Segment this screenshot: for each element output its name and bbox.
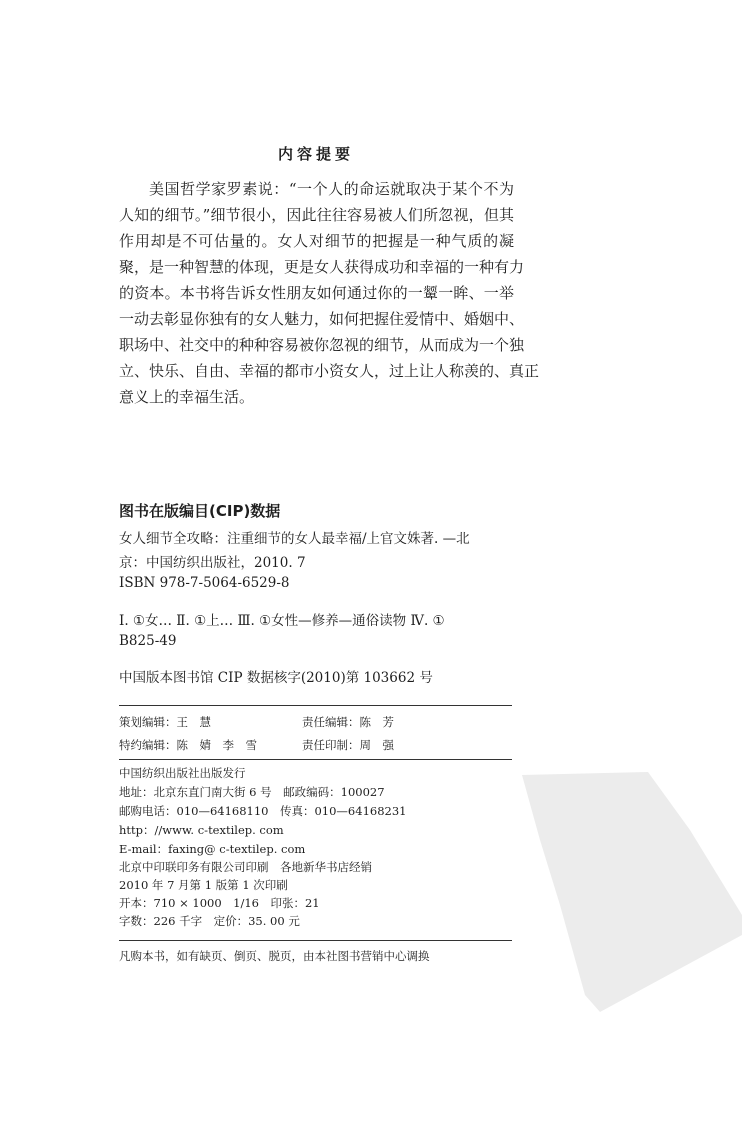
summary-line: 美国哲学家罗素说：“一个人的命运就取决于某个不为 bbox=[149, 180, 514, 198]
planning-editor: 策划编辑：王 慧 bbox=[119, 715, 211, 729]
cip-line: 女人细节全攻略：注重细节的女人最幸福/上官文姝著. —北 bbox=[119, 531, 470, 547]
notice: 凡购本书，如有缺页、倒页、脱页，由本社图书营销中心调换 bbox=[119, 949, 430, 963]
publisher-line: E-mail：faxing@ c-textilep. com bbox=[119, 842, 306, 856]
cip-class-code: B825-49 bbox=[119, 633, 177, 649]
publisher-line: 地址：北京东直门南大街 6 号 邮政编码：100027 bbox=[119, 785, 385, 799]
publisher-line: 中国纺织出版社出版发行 bbox=[119, 766, 246, 780]
cip-title: 图书在版编目(CIP)数据 bbox=[119, 502, 281, 520]
summary-line: 一动去彰显你独有的女人魅力，如何把握住爱情中、婚姻中、 bbox=[119, 310, 525, 328]
special-editor: 特约编辑：陈 婧 李 雪 bbox=[119, 738, 257, 752]
cip-classification: Ⅰ. ①女… Ⅱ. ①上… Ⅲ. ①女性—修养—通俗读物 Ⅳ. ① bbox=[119, 613, 445, 629]
cip-isbn: ISBN 978-7-5064-6529-8 bbox=[119, 575, 290, 591]
publisher-line: 开本：710 × 1000 1/16 印张：21 bbox=[119, 896, 320, 910]
summary-line: 立、快乐、自由、幸福的都市小资女人，过上让人称羡的、真正 bbox=[119, 362, 540, 380]
summary-line: 人知的细节。”细节很小，因此往往容易被人们所忽视，但其 bbox=[119, 206, 514, 224]
summary-title: 内容提要 bbox=[277, 145, 354, 163]
divider bbox=[119, 759, 512, 760]
divider bbox=[119, 705, 512, 706]
publisher-line: 北京中印联印务有限公司印刷 各地新华书店经销 bbox=[119, 860, 372, 874]
divider bbox=[119, 940, 512, 941]
publisher-line: http：//www. c-textilep. com bbox=[119, 823, 284, 837]
cip-number: 中国版本图书馆 CIP 数据核字(2010)第 103662 号 bbox=[119, 670, 433, 686]
summary-line: 的资本。本书将告诉女性朋友如何通过你的一颦一眸、一举 bbox=[119, 284, 514, 302]
printing-supervisor: 责任印制：周 强 bbox=[302, 738, 394, 752]
summary-line: 聚，是一种智慧的体现，更是女人获得成功和幸福的一种有力 bbox=[119, 258, 525, 276]
cip-line: 京：中国纺织出版社，2010. 7 bbox=[119, 555, 306, 571]
summary-line: 意义上的幸福生活。 bbox=[119, 388, 255, 406]
responsible-editor: 责任编辑：陈 芳 bbox=[302, 715, 394, 729]
summary-body bbox=[119, 176, 540, 410]
summary-line: 职场中、社交中的种种容易被你忽视的细节，从而成为一个独 bbox=[119, 336, 525, 354]
publisher-line: 邮购电话：010—64168110 传真：010—64168231 bbox=[119, 804, 407, 818]
summary-line: 作用却是不可估量的。女人对细节的把握是一种气质的凝 bbox=[119, 232, 514, 250]
publisher-line: 字数：226 千字 定价：35. 00 元 bbox=[119, 914, 300, 928]
publisher-line: 2010 年 7 月第 1 版第 1 次印刷 bbox=[119, 878, 288, 892]
